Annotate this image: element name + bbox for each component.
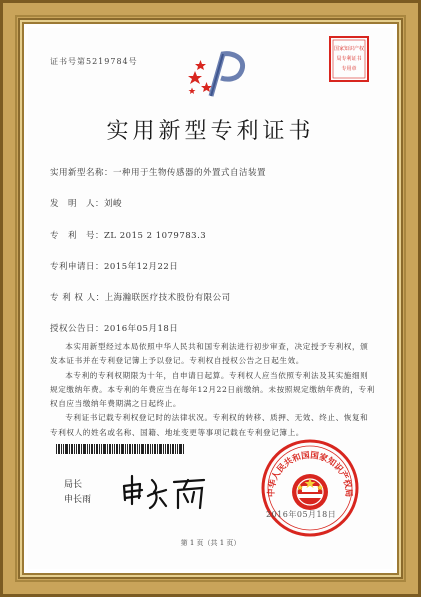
svg-text:中华人民共和国国家知识产权局: 中华人民共和国国家知识产权局 <box>266 450 354 498</box>
svg-text:局专利证书: 局专利证书 <box>336 56 362 62</box>
seal-date: 2016年05月18日 <box>266 510 337 519</box>
field-patent-number <box>50 229 206 241</box>
body-paragraph: 本专利的专利权期限为十年，自申请日起算。专利权人应当依照专利法及其实施细则规定缴纳年费。本专利的年费应当在每年12月22日前缴纳。未按照规定缴纳年费的，专利权自应当缴纳年费期满之日起终止。 <box>50 370 375 409</box>
page-number: 第 1 页（共 1 页） <box>180 539 241 547</box>
field-value: 上海瀚联医疗技术股份有限公司 <box>104 293 231 303</box>
field-inventor <box>50 197 122 209</box>
field-application-date <box>50 260 178 272</box>
svg-text:专用章: 专用章 <box>341 66 357 72</box>
svg-text:国家知识产权: 国家知识产权 <box>333 46 365 52</box>
field-label: 专 利 号： <box>50 231 105 241</box>
field-label: 专 利 权 人： <box>50 293 105 303</box>
director-title: 局长 <box>64 480 83 490</box>
field-label: 授权公告日： <box>50 324 105 334</box>
cnipa-logo-icon <box>183 46 255 98</box>
certificate-body <box>50 340 375 440</box>
certificate-title: 实用新型专利证书 <box>106 119 315 144</box>
body-paragraph: 专利证书记载专利权登记时的法律状况。专利权的转移、质押、无效、终止、恢复和专利权人的姓名或名称、国籍、地址变更等事项记载在专利登记簿上。 <box>50 413 369 437</box>
field-label: 专利申请日： <box>50 262 105 272</box>
field-utility-model-name <box>50 166 266 178</box>
field-grant-date <box>50 322 178 334</box>
certificate-number: 证书号第5219784号 <box>50 57 138 66</box>
field-label: 发 明 人： <box>50 199 105 209</box>
field-value: ZL 2015 2 1079783.3 <box>104 231 207 241</box>
field-value: 一种用于生物传感器的外置式自洁装置 <box>113 168 267 178</box>
field-value: 刘峻 <box>104 199 123 209</box>
director-name: 申长雨 <box>64 495 92 505</box>
official-seal-icon <box>258 438 362 538</box>
field-value: 2016年05月18日 <box>104 324 179 334</box>
top-seal-stamp-icon <box>327 34 371 84</box>
barcode-icon <box>56 444 186 454</box>
field-patentee <box>50 291 231 303</box>
signature-block <box>64 478 91 508</box>
field-value: 2015年12月22日 <box>104 262 179 272</box>
field-label: 实用新型名称： <box>50 168 114 178</box>
body-paragraph: 本实用新型经过本局依照中华人民共和国专利法进行初步审查，决定授予专利权，颁发本证书并在专利登记簿上予以登记。专利权自授权公告之日起生效。 <box>50 342 369 366</box>
handwritten-signature-icon <box>118 468 210 516</box>
